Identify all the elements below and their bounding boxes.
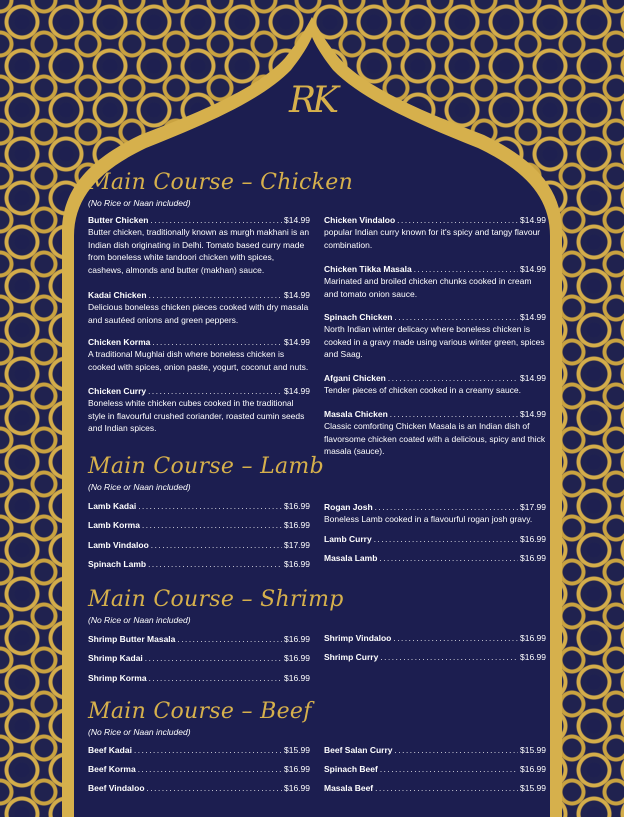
leader-dots (379, 554, 518, 563)
item-name: Shrimp Curry (324, 652, 379, 662)
item-name: Lamb Kadai (88, 501, 137, 511)
leader-dots (134, 746, 282, 755)
item-price: $14.99 (520, 215, 546, 225)
leader-dots (380, 653, 518, 662)
menu-item-beef-kadai (88, 745, 310, 755)
item-name: Lamb Curry (324, 534, 372, 544)
item-name: Butter Chicken (88, 215, 149, 225)
item-price: $16.99 (284, 653, 310, 663)
item-price: $16.99 (284, 673, 310, 683)
leader-dots (414, 265, 518, 274)
item-name: Masala Chicken (324, 409, 388, 419)
menu-item-shrimp-vindaloo (324, 633, 546, 643)
leader-dots (375, 784, 518, 793)
section-title-lamb: Main Course – Lamb (88, 454, 324, 479)
leader-dots (374, 535, 518, 544)
item-price: $16.99 (284, 634, 310, 644)
item-price: $14.99 (520, 264, 546, 274)
item-name: Rogan Josh (324, 502, 373, 512)
item-name: Beef Korma (88, 764, 136, 774)
item-price: $14.99 (520, 312, 546, 322)
leader-dots (375, 503, 518, 512)
item-price: $16.99 (520, 652, 546, 662)
item-description: North Indian winter delicacy where boneless chicken is cooked in a gravy made using various winter green, spices and Saag. (324, 324, 545, 359)
menu-item-spinach-lamb (88, 559, 310, 569)
item-name: Chicken Vindaloo (324, 215, 396, 225)
item-description: A traditional Mughlai dish where boneless chicken is cooked with spices, onion paste, yogurt, coconut and nuts. (88, 349, 309, 372)
menu-item-chicken-vindaloo (324, 215, 546, 251)
menu-item-lamb-curry (324, 534, 546, 544)
item-description: Boneless white chicken cubes cooked in the traditional style in flavourful crushed coriander, roasted cumin seeds and Indian spices. (88, 398, 305, 433)
item-name: Afgani Chicken (324, 373, 386, 383)
leader-dots (149, 291, 282, 300)
item-description: Marinated and broiled chicken chunks cooked in cream and tomato onion sauce. (324, 276, 532, 299)
item-name: Shrimp Korma (88, 673, 147, 683)
menu-item-kadai-chicken (88, 290, 310, 326)
leader-dots (148, 560, 282, 569)
item-name: Masala Lamb (324, 553, 378, 563)
item-price: $14.99 (284, 386, 310, 396)
item-name: Kadai Chicken (88, 290, 147, 300)
item-price: $14.99 (520, 373, 546, 383)
item-price: $16.99 (284, 501, 310, 511)
item-name: Beef Kadai (88, 745, 132, 755)
item-price: $15.99 (520, 783, 546, 793)
menu-item-beef-vindaloo (88, 783, 310, 793)
leader-dots (390, 410, 518, 419)
leader-dots (388, 374, 518, 383)
menu-item-rogan-josh (324, 502, 546, 526)
item-name: Chicken Korma (88, 337, 151, 347)
item-price: $15.99 (520, 745, 546, 755)
item-price: $16.99 (520, 764, 546, 774)
item-description: popular Indian curry known for it's spicy and tangy flavour combination. (324, 227, 541, 250)
item-price: $16.99 (284, 520, 310, 530)
section-note-lamb: (No Rice or Naan included) (88, 482, 191, 492)
item-name: Spinach Beef (324, 764, 378, 774)
item-price: $17.99 (520, 502, 546, 512)
leader-dots (150, 216, 282, 225)
menu-item-shrimp-korma (88, 673, 310, 683)
item-name: Lamb Korma (88, 520, 140, 530)
item-name: Spinach Chicken (324, 312, 393, 322)
item-price: $16.99 (284, 783, 310, 793)
item-name: Shrimp Butter Masala (88, 634, 176, 644)
item-name: Beef Vindaloo (88, 783, 145, 793)
leader-dots (152, 338, 282, 347)
leader-dots (397, 216, 518, 225)
item-name: Masala Beef (324, 783, 374, 793)
section-title-shrimp: Main Course – Shrimp (88, 587, 344, 612)
item-name: Spinach Lamb (88, 559, 147, 569)
menu-item-chicken-curry (88, 386, 310, 435)
item-description: Boneless Lamb cooked in a flavourful rogan josh gravy. (324, 514, 533, 524)
item-price: $16.99 (520, 534, 546, 544)
section-title-chicken: Main Course – Chicken (88, 170, 354, 195)
menu-item-shrimp-curry (324, 652, 546, 662)
item-price: $14.99 (284, 337, 310, 347)
menu-item-masala-lamb (324, 553, 546, 563)
item-price: $17.99 (284, 540, 310, 550)
item-name: Beef Salan Curry (324, 745, 393, 755)
section-note-shrimp: (No Rice or Naan included) (88, 615, 191, 625)
item-price: $14.99 (284, 215, 310, 225)
menu-item-lamb-vindaloo (88, 540, 310, 550)
menu-item-spinach-chicken (324, 312, 546, 361)
leader-dots (138, 765, 282, 774)
menu-item-masala-beef (324, 783, 546, 793)
section-title-beef: Main Course – Beef (88, 699, 312, 724)
menu-item-shrimp-butter-masala (88, 634, 310, 644)
section-note-chicken: (No Rice or Naan included) (88, 198, 191, 208)
menu-item-afgani-chicken (324, 373, 546, 397)
item-price: $14.99 (520, 409, 546, 419)
leader-dots (393, 634, 518, 643)
item-description: Delicious boneless chicken pieces cooked with dry masala and sautéed onions and green peppers. (88, 302, 309, 325)
section-note-beef: (No Rice or Naan included) (88, 727, 191, 737)
leader-dots (380, 765, 518, 774)
item-description: Butter chicken, traditionally known as murgh makhani is an Indian dish originating in Delhi. Tomato based curry made from boneless white tandoori chicken with spices, cashews, almonds and butter (makhan) sauce. (88, 227, 310, 275)
menu-item-shrimp-kadai (88, 653, 310, 663)
leader-dots (142, 521, 282, 530)
leader-dots (145, 654, 282, 663)
leader-dots (138, 502, 282, 511)
leader-dots (177, 635, 282, 644)
item-price: $16.99 (284, 764, 310, 774)
item-price: $16.99 (520, 553, 546, 563)
menu-item-masala-chicken (324, 409, 546, 458)
item-name: Chicken Curry (88, 386, 147, 396)
leader-dots (395, 746, 519, 755)
item-price: $16.99 (520, 633, 546, 643)
menu-item-spinach-beef (324, 764, 546, 774)
menu-item-beef-salan-curry (324, 745, 546, 755)
item-description: Tender pieces of chicken cooked in a creamy sauce. (324, 385, 522, 395)
menu-item-chicken-tikka-masala (324, 264, 546, 300)
leader-dots (148, 387, 282, 396)
menu-item-lamb-korma (88, 520, 310, 530)
leader-dots (395, 313, 519, 322)
menu-item-chicken-korma (88, 337, 310, 373)
item-name: Shrimp Kadai (88, 653, 143, 663)
item-description: Classic comforting Chicken Masala is an Indian dish of flavorsome chicken coated with a delicious, spicy and thick masala (sauce). (324, 421, 546, 456)
item-price: $14.99 (284, 290, 310, 300)
item-name: Shrimp Vindaloo (324, 633, 392, 643)
menu-item-butter-chicken (88, 215, 310, 276)
item-name: Chicken Tikka Masala (324, 264, 412, 274)
item-price: $15.99 (284, 745, 310, 755)
menu-item-lamb-kadai (88, 501, 310, 511)
menu-item-beef-korma (88, 764, 310, 774)
leader-dots (151, 541, 282, 550)
leader-dots (149, 674, 282, 683)
item-name: Lamb Vindaloo (88, 540, 149, 550)
rk-logo: RK (289, 80, 335, 121)
leader-dots (147, 784, 282, 793)
item-price: $16.99 (284, 559, 310, 569)
